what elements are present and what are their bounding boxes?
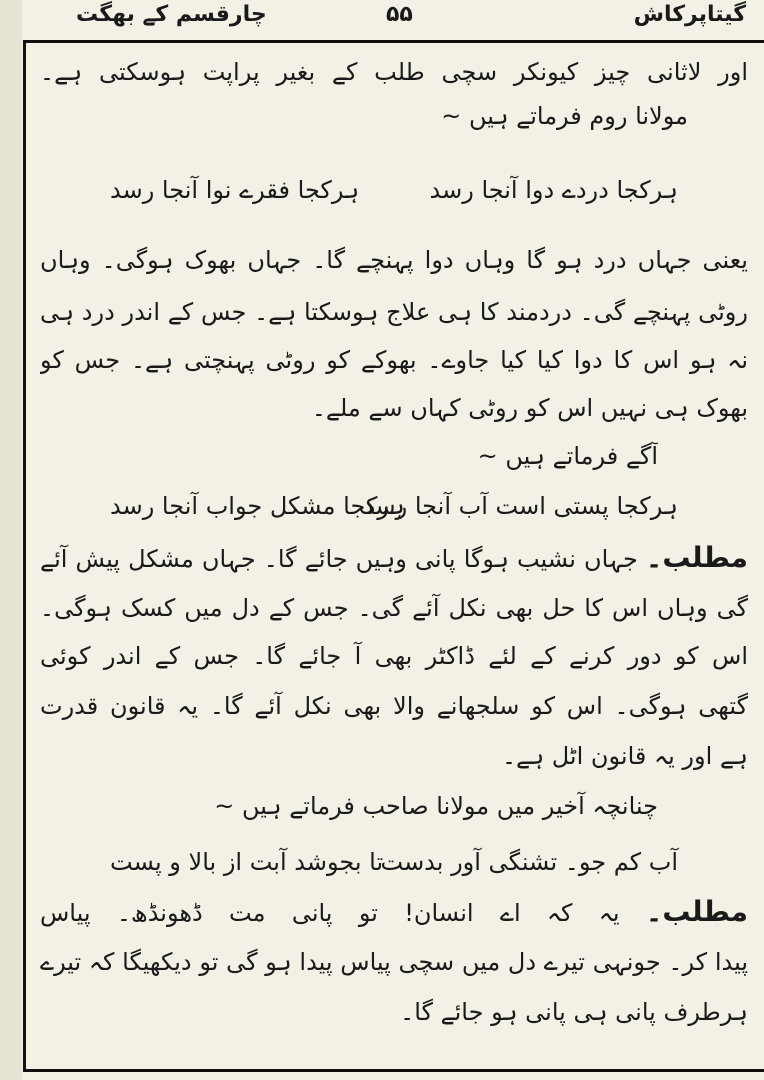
text-line: نہ ہو اس کا دوا کیا کیا جاوے۔ بھوکے کو روٹی پہنچتی ہے۔ جس کو: [40, 346, 748, 374]
couplet-second-hemistich: ہرکجا مشکل جواب آنجا رسد: [110, 492, 405, 520]
text-line-content: جہاں نشیب ہوگا پانی وہیں جائے گا۔ جہاں مشکل پیش آئے: [40, 545, 638, 573]
text-line: بھوک ہی نہیں اس کو روٹی کہاں سے ملے۔: [311, 394, 748, 422]
page-header: [26, 0, 764, 38]
text-line: روٹی پہنچے گی۔ دردمند کا ہی علاج ہوسکتا ہے۔ جس کے اندر درد ہی: [40, 298, 748, 326]
couplet-first-hemistich: ہرکجا پستی است آب آنجا رسد: [362, 492, 678, 520]
scan-edge: [0, 0, 22, 1080]
page-border-bottom: [23, 1069, 764, 1072]
text-line: [40, 536, 748, 580]
matlab-label: مطلب۔: [645, 541, 748, 574]
couplet-second-hemistich: تا بجوشد آبت از بالا و پست: [110, 848, 384, 876]
couplet: [40, 484, 748, 528]
text-line: مولانا روم فرماتے ہیں ~: [441, 102, 688, 130]
page-number: ۵۵: [386, 2, 413, 27]
page-body: [40, 50, 748, 1060]
page-border-top: [23, 40, 764, 43]
text-line: اور لاثانی چیز کیونکر سچی طلب کے بغیر پراپت ہوسکتی ہے۔: [40, 58, 748, 86]
page-border-left: [23, 40, 26, 1072]
text-line: ہے اور یہ قانون اٹل ہے۔: [501, 742, 748, 770]
couplet: [40, 840, 748, 884]
chapter-title: چارقسم کے بھگت: [76, 2, 267, 27]
text-line: گتھی ہوگی۔ اس کو سلجھانے والا بھی نکل آئے گا۔ یہ قانون قدرت: [40, 692, 748, 720]
text-line: اس کو دور کرنے کے لئے ڈاکٹر بھی آ جائے گا۔ جس کے اندر کوئی: [40, 642, 748, 670]
matlab-label: مطلب۔: [645, 895, 748, 928]
couplet-first-hemistich: آب کم جو۔ تشنگی آور بدست: [380, 848, 678, 876]
text-line: آگے فرماتے ہیں ~: [477, 442, 658, 470]
text-line: ہرطرف پانی ہی پانی ہو جائے گا۔: [400, 998, 748, 1026]
couplet-second-hemistich: ہرکجا فقرے نوا آنجا رسد: [110, 176, 360, 204]
text-line: گی وہاں اس کا حل بھی نکل آئے گی۔ جس کے دل میں کسک ہوگی۔: [40, 594, 748, 622]
couplet: [40, 168, 748, 212]
text-line: چنانچہ آخیر میں مولانا صاحب فرماتے ہیں ~: [214, 792, 658, 820]
text-line: پیدا کر۔ جونہی تیرے دل میں سچی پیاس پیدا ہو گی تو دیکھیگا کہ تیرے: [40, 948, 748, 976]
book-title: گیتاپرکاش: [633, 2, 746, 27]
text-line: [40, 890, 748, 934]
text-line-content: یہ کہ اے انسان! تو پانی مت ڈھونڈھ۔ پیاس: [40, 899, 620, 927]
text-line: یعنی جہاں درد ہو گا وہاں دوا پہنچے گا۔ جہاں بھوک ہوگی۔ وہاں: [40, 246, 748, 274]
couplet-first-hemistich: ہرکجا دردے دوا آنجا رسد: [429, 176, 678, 204]
